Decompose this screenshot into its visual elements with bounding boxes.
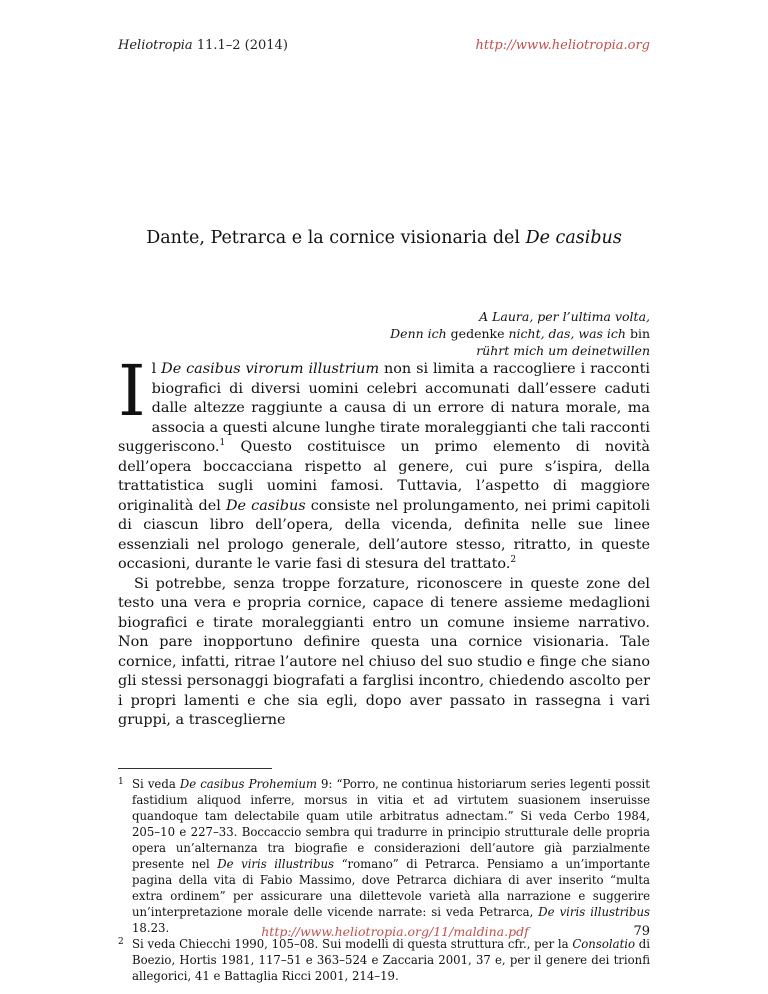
footnote-ref-2[interactable]: 2 [510, 555, 517, 566]
drop-cap: I [118, 350, 146, 432]
epigraph-line-3: rührt mich um deinetwillen [476, 343, 650, 358]
footnote-number: 1 [118, 777, 124, 787]
epigraph-line-1: A Laura, per l’ultima volta, [479, 309, 650, 324]
footnote-2: 2 Si veda Chiecchi 1990, 105–08. Sui modelli di questa struttura cfr., per la Consolatio di Boezio, Hortis 1981, 117–51 e 363–524 e Zaccaria 2001, 37 e, per il genere dei trionfi allegorici, 41 e Battaglia Ricci 2001, 214–19. [118, 936, 650, 984]
article-title: Dante, Petrarca e la cornice visionaria del De casibus [146, 228, 622, 248]
running-header-journal: Heliotropia 11.1–2 (2014) [118, 38, 288, 53]
footnote-divider [118, 768, 272, 769]
epigraph-line-2: Denn ich gedenke nicht, das, was ich bin [390, 326, 650, 341]
footnote-ref-1[interactable]: 1 [219, 438, 226, 449]
footnote-1: 1 Si veda De casibus Prohemium 9: “Porro, ne continua historiarum series legenti possit fastidium aliquod inferre, morsus in vitia et ad virtutem suasionem inseruisse quandoque tam delectabile quam utile arbitratus adnectam.” Si veda Cerbo 1984, 205–10 e 227–33. Boccaccio sembra qui tradurre in principio strutturale delle propria opera un’alternanza tra biografie e considerazioni dell’autore già parzialmente presente nel De viris illustribus “romano” di Petrarca. Pensiamo a un’importante pagina della vita di Fabio Massimo, dove Petrarca dichiara di aver inserito “multa extra ordinem” per assicurare una dilettevole varietà alla narrazione e suggerire un’interpretazione morale delle vicende narrate: si veda Petrarca, De viris illustribus 18.23. [118, 776, 650, 936]
page-number: 79 [633, 924, 650, 939]
paragraph-2: Si potrebbe, senza troppe forzature, riconoscere in queste zone del testo una vera e propria cornice, capace di tenere assieme medaglioni biografici e tirate moraleggianti entro un comune insieme narrativo. Non pare inopportuno definire questa una cornice visionaria. Tale cornice, infatti, ritrae l’autore nel chiuso del suo studio e finge che siano gli stessi personaggi biografati a farglisi incontro, chiedendo ascolto per i propri lamenti e che sia egli, dopo aver passato in rassegna i vari gruppi, a trasceglierne [118, 575, 650, 728]
epigraph [330, 308, 650, 359]
header-url-link[interactable]: http://www.heliotropia.org [475, 38, 650, 53]
footnote-number: 2 [118, 937, 124, 947]
footnotes [118, 776, 650, 984]
paragraph-1: Il De casibus virorum illustrium non si limita a raccogliere i racconti biografici di diversi uomini celebri accomunati dall’essere caduti dalle altezze raggiunte a causa di un errore di natura morale, ma associa a questi alcune lunghe tirate moraleggianti che tali racconti suggeriscono.$^1$ Questo costituisce un primo elemento di novità dell’opera boccacciana rispetto al genere, cui pure s’ispira, della trattatistica sugli uomini famosi. Tuttavia, l’aspetto di maggiore originalità del De casibus consiste nel prolungamento, nei primi capitoli di ciascun libro dell’opera, della vicenda, definita nelle sue linee essenziali nel prologo generale, dell’autore stesso, ritratto, in queste occasioni, durante le varie fasi di stesura del trattato.$^2$ [118, 350, 650, 572]
footer-pdf-link[interactable]: http://www.heliotropia.org/11/maldina.pdf [261, 924, 529, 939]
